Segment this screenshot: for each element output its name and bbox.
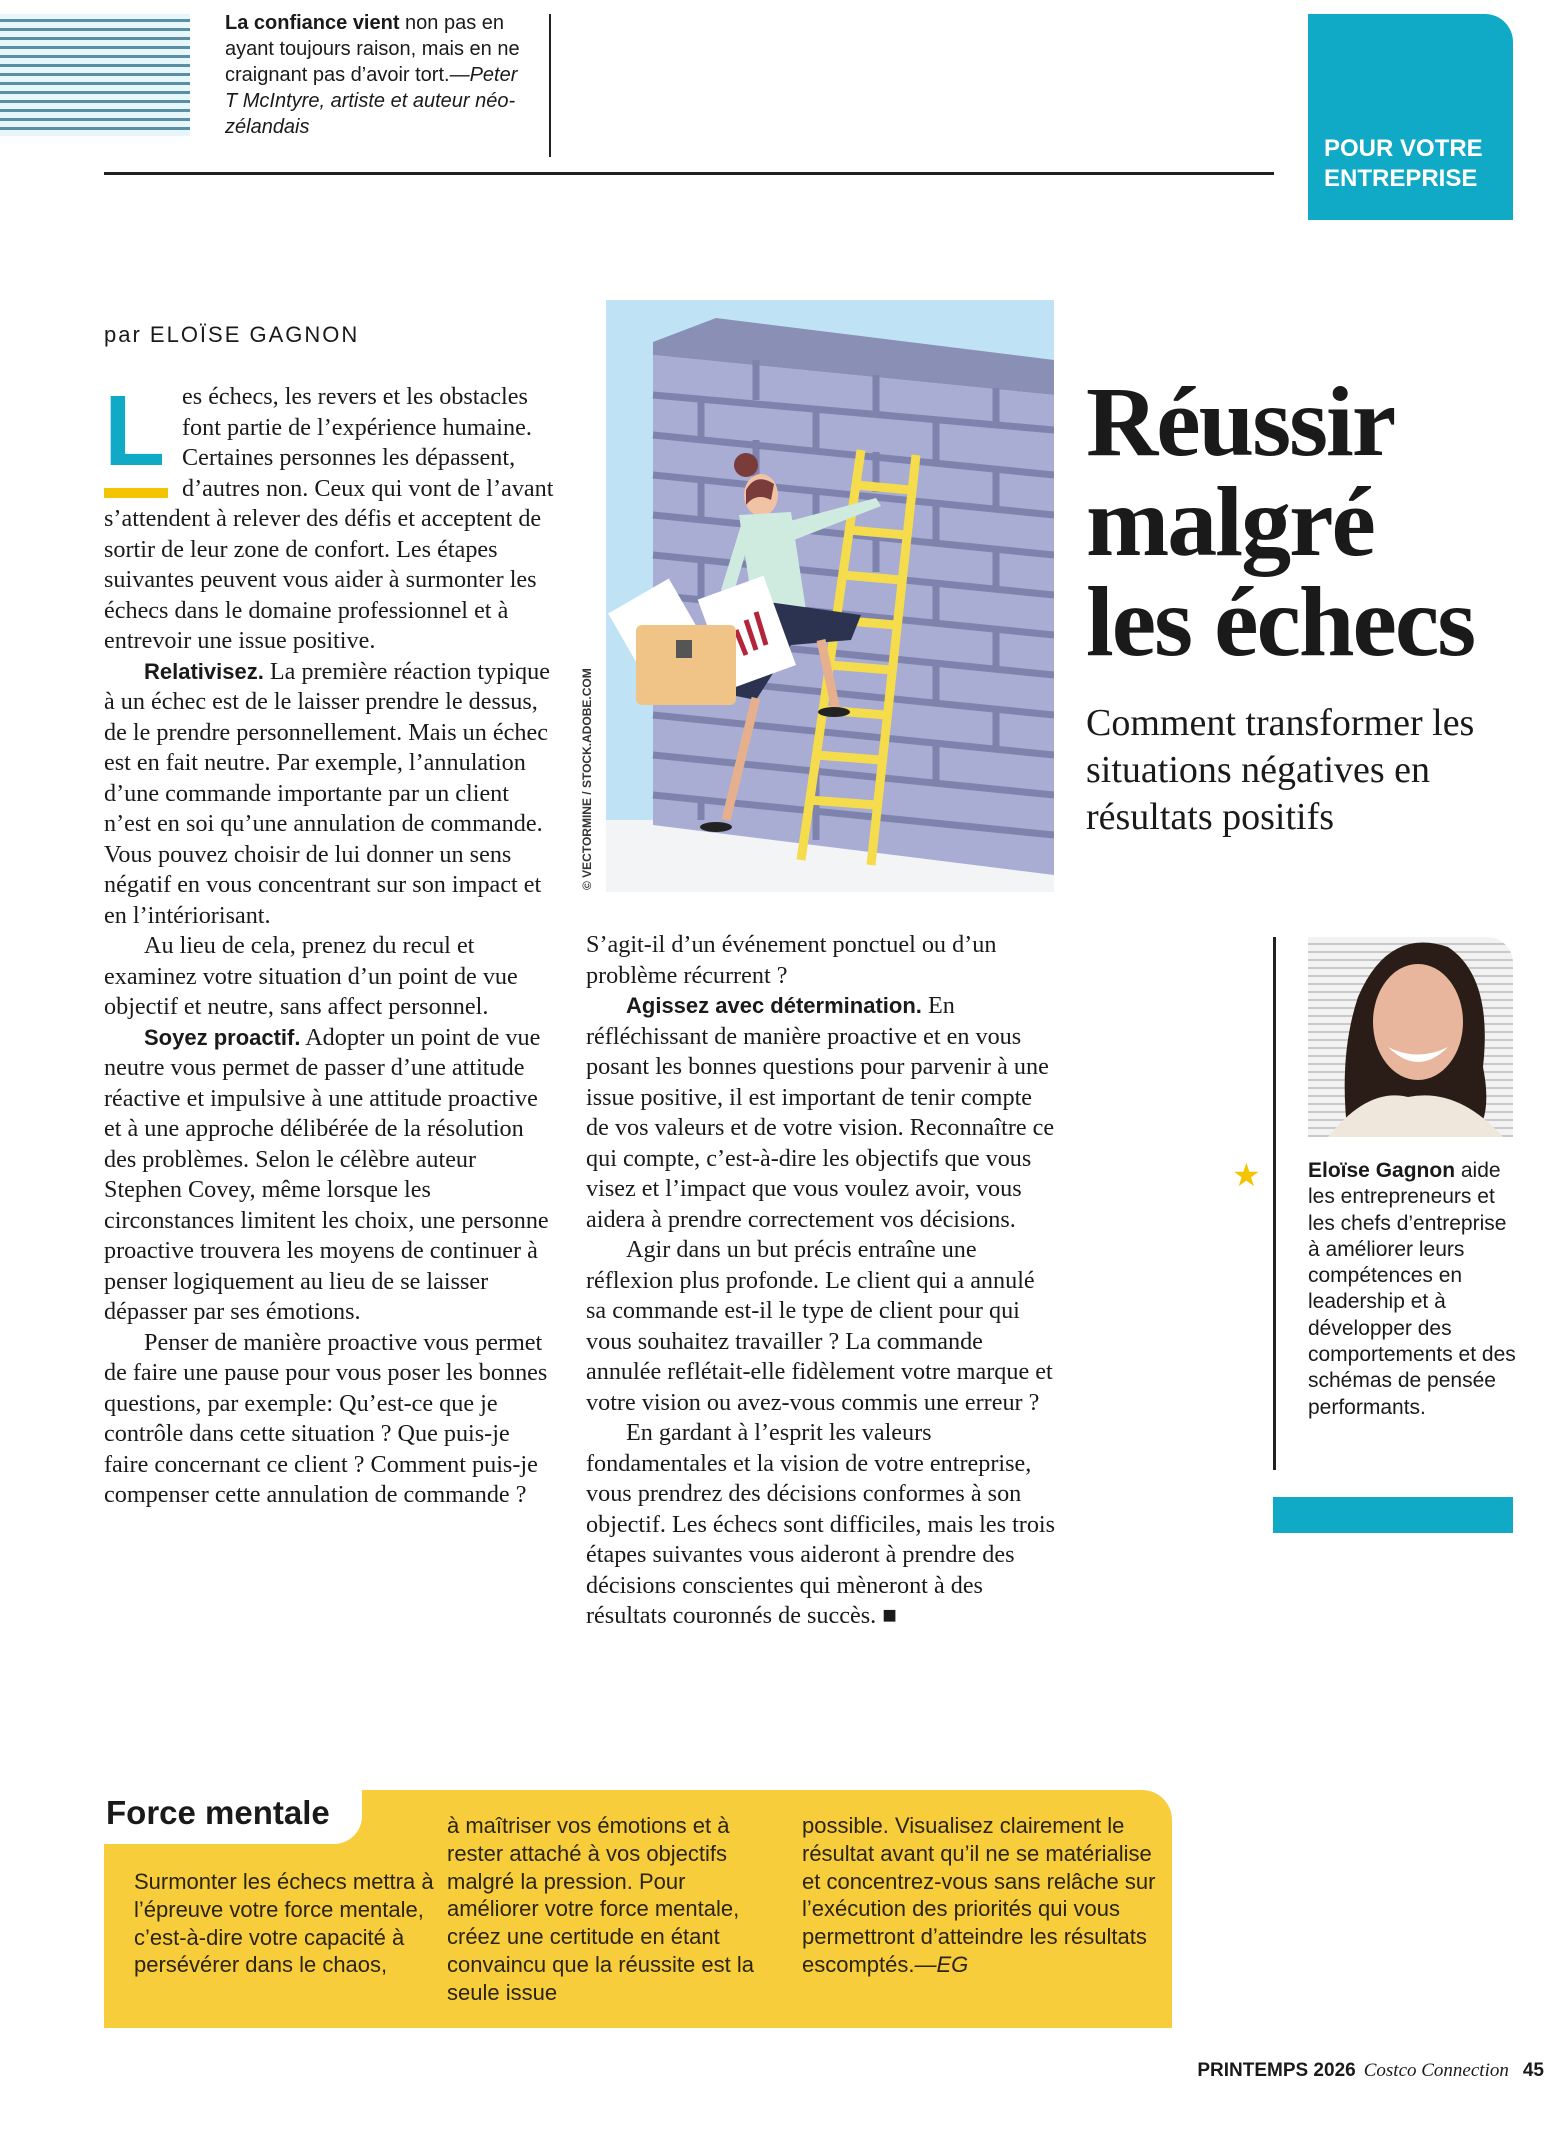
subtitle-text: Comment transformer les situations négatives en résultats positifs xyxy=(1086,702,1475,838)
quote-text: non pas en ayant toujours raison, mais en ne craignant pas d’avoir tort. xyxy=(225,12,520,86)
paragraph-text: En réfléchissant de manière proactive et en vous posant les bonnes questions pour parvenir à une issue positive, il est important de tenir compte de vos valeurs et de votre vision. Reconnaître ce qui compte, c’est-à-dire les objectifs que vous visez et l’impact que vous voulez avoir, vous aidera à prendre correctement vos décisions. xyxy=(586,992,1055,1233)
article-paragraph xyxy=(104,375,556,657)
title-line: malgré xyxy=(1086,466,1374,577)
sidebar-title: Force mentale xyxy=(106,1794,330,1831)
paragraph-text: es échecs, les revers et les obstacles font partie de l’expérience humaine. Certaines personnes les dépassent, d’autres non. Ceux qui vont de l’avant s’attendent à relever des défis et acceptent de sortir de leur zone de confort. Les étapes suivantes peuvent vous aider à surmonter les échecs dans le domaine professionnel et à entrevoir une issue positive. xyxy=(104,383,554,654)
divider xyxy=(1273,937,1276,1470)
paragraph-lead: Soyez proactif. xyxy=(144,1024,301,1050)
sidebar-col3-text: possible. Visualisez clairement le résultat avant qu’il ne se matérialise et concentrez-vous sans relâche sur l’exécution des priorités qui vous permettront d’atteindre les résultats escomptés. xyxy=(802,1813,1156,1977)
paragraph-text: La première réaction typique à un échec est de le laisser prendre le dessus, de le prendre personnellement. Mais un échec est en fait neutre. Par exemple, l’annulation d’une commande importante par un client n’est en soi qu’une annulation de commande. Vous pouvez choisir de lui donner un sens négatif en vous concentrant sur son impact et en l’intériorisant. xyxy=(104,657,550,929)
section-label: POUR VOTRE ENTREPRISE xyxy=(1324,135,1483,192)
bio-name: Eloïse Gagnon xyxy=(1308,1159,1456,1182)
article-column-2 xyxy=(586,930,1056,1632)
quote-lead: La confiance vient xyxy=(225,12,400,34)
magazine-name: Costco Connection xyxy=(1363,2060,1509,2081)
page-footer xyxy=(1197,2060,1544,2082)
paragraph-lead: Agissez avec détermination. xyxy=(626,993,922,1018)
drop-cap: L xyxy=(104,390,168,498)
article-paragraph xyxy=(104,1023,556,1328)
author-portrait xyxy=(1308,937,1513,1137)
paragraph-text: En gardant à l’esprit les valeurs fondamentales et la vision de votre entreprise, vous prendrez des décisions conformes à son objectif. Les échecs sont difficiles, mais les trois étapes suivantes vous aideront à prendre des décisions conscientes qui mèneront à des résultats couronnés de succès. ■ xyxy=(586,1419,1056,1629)
illustration-woman-climbing-ladder xyxy=(606,300,1054,892)
article-paragraph xyxy=(104,931,556,1023)
accent-bar xyxy=(1273,1497,1513,1533)
author-bio xyxy=(1308,1158,1518,1421)
paragraph-text: Agir dans un but précis entraîne une réflexion plus profonde. Le client qui a annulé sa commande est-il le type de client pour qui vous souhaitez travailler ? La commande annulée reflétait-elle fidèlement votre marque et votre vision ou avez-vous commis une erreur ? xyxy=(586,1236,1053,1416)
divider xyxy=(549,14,551,157)
paragraph-text: Penser de manière proactive vous permet de faire une pause pour vous poser les bonnes questions, par exemple: Qu’est-ce que je contrôle dans cette situation ? Que puis-je faire concernant ce client ? Comment puis-je compenser cette annulation de commande ? xyxy=(104,1328,548,1508)
title-line: les échecs xyxy=(1086,566,1475,677)
page-number: 45 xyxy=(1522,2060,1544,2081)
sidebar-column-1: Surmonter les échecs mettra à l’épreuve votre force mentale, c’est-à-dire votre capacité à persévérer dans le chaos, xyxy=(134,1869,434,1978)
sidebar-signature: —EG xyxy=(914,1951,969,1977)
paragraph-text: Adopter un point de vue neutre vous permet de passer d’une attitude réactive et impulsive à une attitude proactive et à une approche délibérée de la résolution des problèmes. Selon le célèbre auteur Stephen Covey, même lorsque les circonstances limitent les choix, une personne proactive trouvera les moyens de continuer à penser logiquement au lieu de se laisser dépasser par ses émotions. xyxy=(104,1023,549,1325)
pull-quote xyxy=(225,10,535,140)
article-paragraph xyxy=(104,1328,556,1511)
article-paragraph xyxy=(586,930,1056,991)
sidebar-column-3 xyxy=(802,1812,1162,1979)
decorative-stripes xyxy=(0,14,190,136)
star-icon: ★ xyxy=(1232,1157,1261,1193)
article-paragraph xyxy=(586,991,1056,1235)
divider xyxy=(104,172,1274,175)
section-tab xyxy=(1308,14,1513,220)
article-paragraph xyxy=(586,1235,1056,1418)
illustration-credit: © VECTORMINE / STOCK.ADOBE.COM xyxy=(580,668,594,890)
quote-attribution: —Peter T McIntyre, artiste et auteur néo-zélandais xyxy=(225,64,518,138)
article-column-1 xyxy=(104,375,556,1511)
issue-label: PRINTEMPS 2026 xyxy=(1197,2060,1356,2081)
sidebar-column-2: à maîtriser vos émotions et à rester attaché à vos objectifs malgré la pression. Pour améliorer votre force mentale, créez une certitude en étant convaincu que la réussite est la seule issue xyxy=(447,1813,754,2005)
author-photo xyxy=(1308,937,1513,1137)
paragraph-text: S’agit-il d’un événement ponctuel ou d’un problème récurrent ? xyxy=(586,931,997,989)
article-paragraph xyxy=(586,1418,1056,1632)
paragraph-text: Au lieu de cela, prenez du recul et examinez votre situation d’un point de vue objectif et neutre, sans affect personnel. xyxy=(104,932,518,1020)
byline: par ELOÏSE GAGNON xyxy=(104,322,360,347)
article-subtitle xyxy=(1086,700,1486,841)
bio-text: aide les entrepreneurs et les chefs d’entreprise à améliorer leurs compétences en leadership et à développer des comportements et des schémas de pensée performants. xyxy=(1308,1159,1516,1419)
article-title xyxy=(1086,366,1475,677)
paragraph-lead: Relativisez. xyxy=(144,658,264,684)
article-paragraph xyxy=(104,657,556,932)
title-line: Réussir xyxy=(1086,366,1395,477)
